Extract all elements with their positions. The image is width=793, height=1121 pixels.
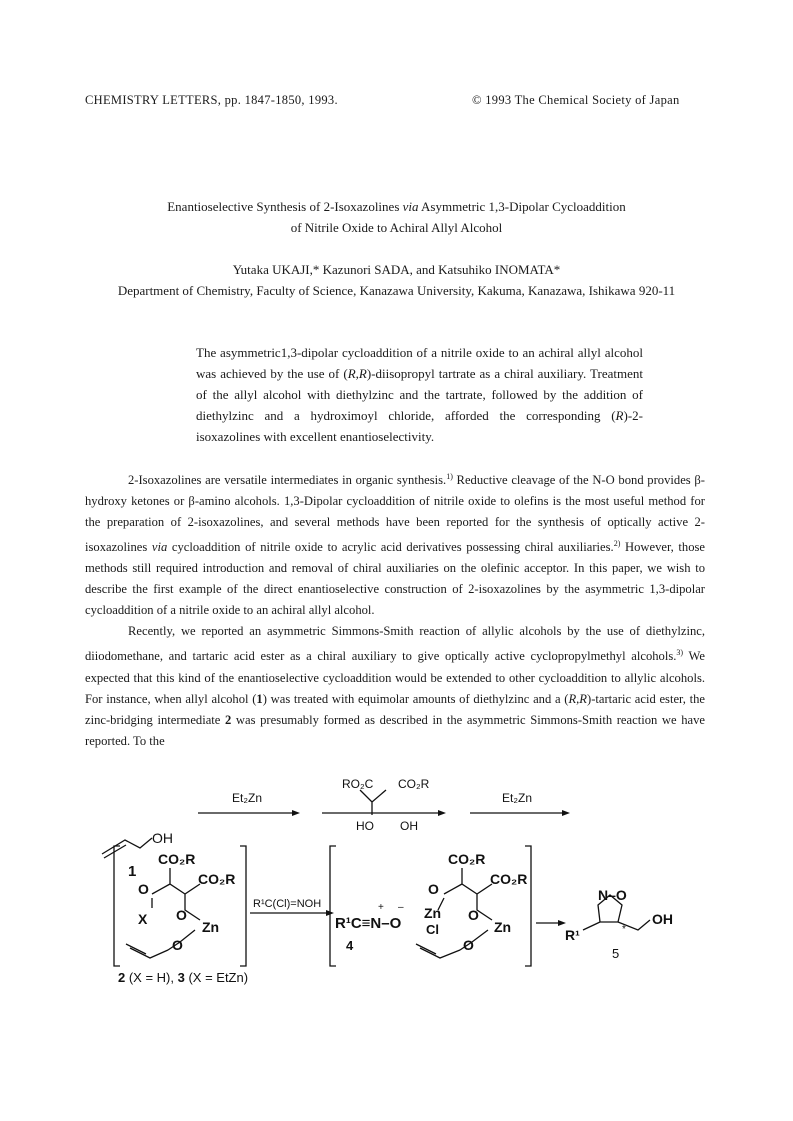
journal-citation: CHEMISTRY LETTERS, pp. 1847-1850, 1993. — [85, 93, 338, 107]
label-o-2: O — [176, 907, 187, 923]
label-co2r-d: CO₂R — [490, 871, 528, 887]
abstract-rr: R,R — [347, 366, 367, 381]
p1-a: 2-Isoxazolines are versatile intermediates in organic synthesis. — [128, 473, 447, 488]
caption-2-3 — [118, 970, 248, 985]
label-co2r-b: CO₂R — [198, 871, 236, 887]
label-oh-2: OH — [400, 819, 418, 833]
compound-5-label: 5 — [612, 946, 620, 961]
label-x: X — [138, 911, 148, 927]
label-o-5: O — [468, 907, 479, 923]
p1-c: cycloaddition of nitrile oxide to acrylic acid derivatives possessing chiral auxiliaries. — [167, 540, 614, 555]
p2-d: )-tartaric acid ester, the zinc-bridging intermediate — [85, 691, 705, 727]
bracket-left-4 — [330, 846, 336, 966]
reagent-hydroximoyl: R¹C(Cl)=NOH — [253, 898, 322, 910]
label-co2r-c: CO₂R — [448, 851, 486, 867]
abstract-t2: )-diisopropyl tartrate as a chiral auxiliary. Treatment of the allyl alcohol with diethylzinc and the tartrate, followed by the addition of diethylzinc and a hydroximoyl chloride, afforded the corresponding ( — [196, 366, 644, 423]
title-text-a: Enantioselective Synthesis of 2-Isoxazolines — [167, 199, 403, 214]
tartrate-bonds — [360, 790, 386, 815]
p1-b: Reductive cleavage of the N-O bond provides β-hydroxy ketones or β-amino alcohols. 1,3-Dipolar cycloaddition of nitrile oxide to olefins is the most useful method for the preparation of 2-isoxazolines, and several methods have been reported for the synthesis of optically active 2-isoxazolines — [85, 473, 705, 555]
p2-c: ) was treated with equimolar amounts of diethylzinc and a ( — [262, 691, 569, 706]
reagent-et2zn-1: Et₂Zn — [232, 791, 262, 805]
label-o-3: O — [172, 937, 183, 953]
body-text — [85, 466, 705, 752]
arrowhead-3 — [562, 810, 570, 816]
label-ro2c: RO₂C — [342, 777, 374, 791]
abstract-r: R — [615, 408, 624, 423]
ref-2: 2) — [613, 539, 621, 549]
ref-3: 3) — [676, 648, 684, 658]
label-o-6: O — [463, 937, 474, 953]
charge-minus: – — [398, 902, 404, 913]
abstract-t3: )-2-isoxazolines with excellent enantioselectivity. — [196, 408, 643, 444]
label-oh-3: OH — [652, 911, 673, 927]
title-text-b: Asymmetric 1,3-Dipolar Cycloaddition — [418, 199, 626, 214]
compound-4-label: 4 — [346, 938, 354, 953]
paper-title — [0, 196, 793, 238]
label-zn-1: Zn — [202, 919, 220, 935]
abstract-t1: The asymmetric1,3-dipolar cycloaddition of a nitrile oxide to an achiral allyl alcohol was achieved by the use of ( — [196, 345, 643, 381]
label-oh: OH — [152, 830, 173, 846]
paragraph-2 — [85, 621, 705, 751]
stereocenter-star: * — [622, 924, 626, 935]
reaction-scheme — [0, 760, 793, 990]
compound-1-label: 1 — [128, 863, 137, 880]
label-r1: R¹ — [565, 927, 580, 943]
reagent-et2zn-2: Et₂Zn — [502, 791, 532, 805]
caption-x-etzn: (X = EtZn) — [184, 970, 249, 985]
label-co2r-top: CO₂R — [398, 777, 430, 791]
arrowhead-2 — [438, 810, 446, 816]
label-o-1: O — [138, 881, 149, 897]
caption-num-3: 3 — [177, 970, 185, 985]
p1-d: However, those methods still required introduction and removal of chiral auxiliaries on the olefinic acceptor. In this paper, we wish to describe the first example of the direct enantioselective construction of 2-isoxazolines by the asymmetric 1,3-dipolar cycloaddition of a nitrile oxide to an achiral allyl alcohol. — [85, 540, 706, 618]
label-nitrile-oxide: R¹C≡N–O — [335, 915, 402, 932]
bracket-right-2 — [240, 846, 246, 966]
p2-rr: R,R — [568, 691, 588, 706]
title-line-1 — [0, 196, 793, 217]
abstract — [196, 342, 643, 447]
compound-2-ref: 2 — [225, 712, 232, 727]
label-n-o: N–O — [598, 887, 627, 903]
label-zn-2: Zn — [494, 919, 512, 935]
label-co2r-a: CO₂R — [158, 851, 196, 867]
title-line-2: of Nitrile Oxide to Achiral Allyl Alcohol — [290, 220, 503, 235]
title-via: via — [402, 199, 419, 214]
compound-1-ref: 1 — [256, 691, 263, 706]
allyl-alcohol-bond — [102, 838, 152, 854]
label-ho: HO — [356, 819, 374, 833]
caption-x-h: (X = H), — [125, 970, 178, 985]
ref-1: 1) — [446, 472, 453, 481]
label-cl: Cl — [426, 922, 439, 937]
arrowhead-5 — [558, 920, 566, 926]
p1-via: via — [151, 540, 168, 555]
authors: Yutaka UKAJI,* Kazunori SADA, and Katsuhiko INOMATA* — [232, 262, 561, 277]
bracket-right-4 — [525, 846, 531, 966]
copyright-notice: © 1993 The Chemical Society of Japan — [472, 93, 680, 107]
affiliation: Department of Chemistry, Faculty of Science, Kanazawa University, Kakuma, Kanazawa, Ishikawa 920-11 — [117, 283, 676, 298]
p2-b: We expected that this kind of the enantioselective cycloaddition would be extended to other cycloaddition to allylic alcohols. For instance, when allyl alcohol ( — [85, 649, 705, 706]
p2-a: Recently, we reported an asymmetric Simmons-Smith reaction of allylic alcohols by the use of diethylzinc, diiodomethane, and tartaric acid ester as a chiral auxiliary to give optically active cyclopropylmethyl alcohols. — [85, 624, 705, 664]
label-o-4: O — [428, 881, 439, 897]
charge-plus: + — [378, 902, 384, 913]
bracket-left-2 — [114, 846, 120, 966]
abstract-text — [196, 342, 643, 447]
label-zn-4: Zn — [424, 905, 442, 921]
arrowhead-1 — [292, 810, 300, 816]
caption-num-2: 2 — [118, 970, 126, 985]
p2-e: was presumably formed as described in the asymmetric Simmons-Smith reaction we have reported. To the — [85, 712, 705, 748]
paragraph-1 — [85, 466, 705, 621]
